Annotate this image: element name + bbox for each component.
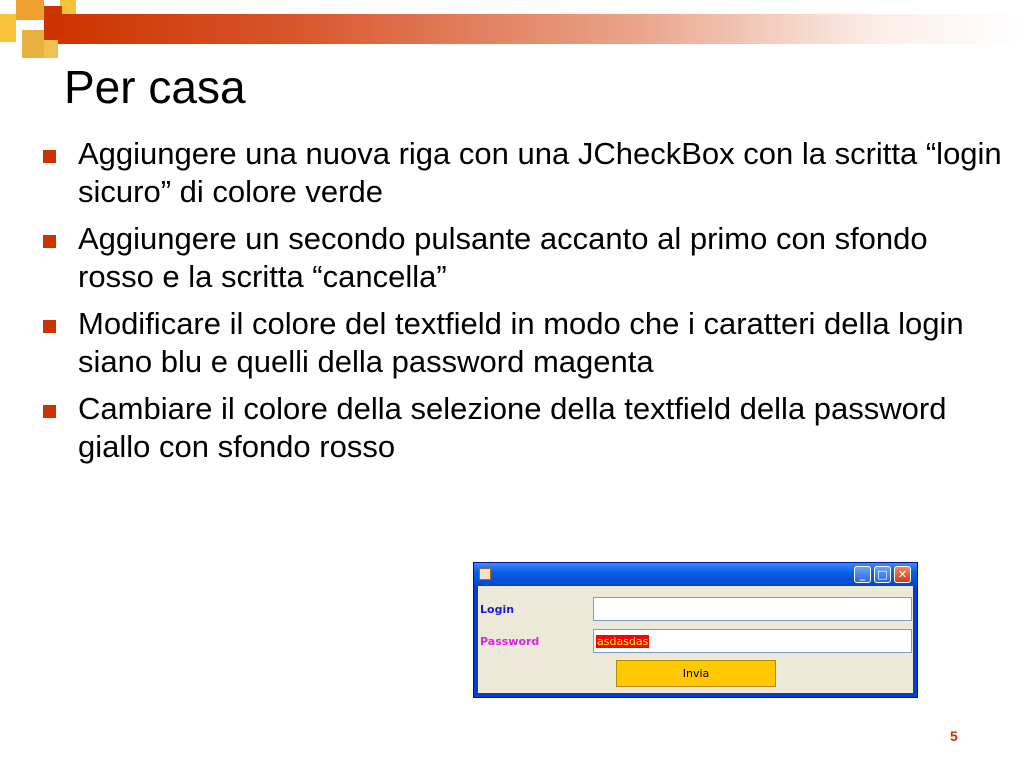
header-square-red <box>44 6 62 40</box>
bullet-text: Aggiungere un secondo pulsante accanto al primo con sfondo rosso e la scritta “cancella” <box>78 221 928 294</box>
password-selected-text: asdasdas <box>597 635 649 648</box>
bullet-text: Aggiungere una nuova riga con una JCheckBox con la scritta “login sicuro” di colore verde <box>78 136 1002 209</box>
square-bullet-icon <box>43 235 56 248</box>
minimize-icon[interactable]: _ <box>854 566 871 583</box>
header-square-yellow <box>60 0 76 14</box>
square-bullet-icon <box>43 150 56 163</box>
bullet-text: Cambiare il colore della selezione della textfield della password giallo con sfondo rosso <box>78 391 947 464</box>
maximize-icon[interactable]: □ <box>874 566 891 583</box>
bullet-item <box>40 305 1010 381</box>
bullet-item <box>40 220 1010 296</box>
square-bullet-icon <box>43 320 56 333</box>
login-field[interactable] <box>593 597 912 621</box>
java-cup-icon <box>479 568 491 580</box>
header-square-amber <box>44 40 58 58</box>
square-bullet-icon <box>43 405 56 418</box>
bullet-text: Modificare il colore del textfield in modo che i caratteri della login siano blu e quelli della password magenta <box>78 306 964 379</box>
bullet-list <box>40 135 1010 475</box>
slide-title: Per casa <box>64 61 246 113</box>
page-number: 5 <box>950 728 958 744</box>
password-label: Password <box>480 635 540 648</box>
bullet-item <box>40 135 1010 211</box>
java-login-window <box>473 562 918 698</box>
header-square-orange <box>16 0 44 20</box>
bullet-item <box>40 390 1010 466</box>
header-square-small <box>0 14 16 42</box>
window-content <box>478 586 913 693</box>
header-square-gold <box>22 30 44 58</box>
login-label: Login <box>480 603 515 616</box>
send-button[interactable]: Invia <box>616 660 776 687</box>
password-field[interactable] <box>593 629 912 653</box>
close-icon[interactable]: ✕ <box>894 566 911 583</box>
header-decoration-bar <box>52 14 1024 44</box>
window-titlebar[interactable] <box>474 563 917 586</box>
